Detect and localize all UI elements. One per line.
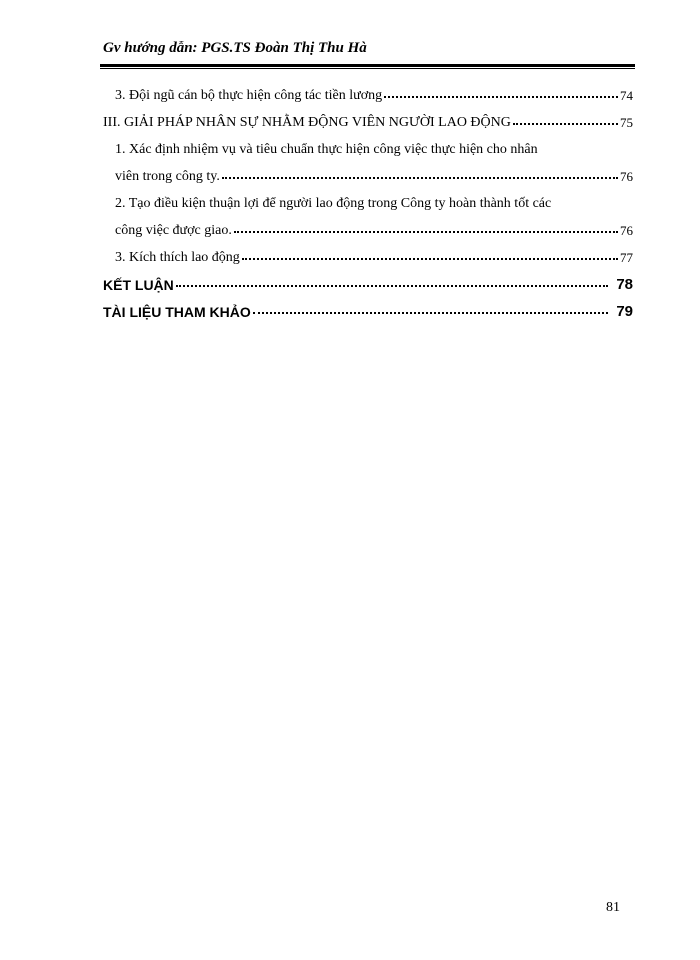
toc-entry-labor-stimulation[interactable]: [103, 239, 633, 266]
toc-entry-label: TÀI LIỆU THAM KHẢO: [103, 304, 251, 320]
toc-entry-page: 75: [620, 115, 633, 130]
toc-leader-dots: [234, 229, 618, 233]
header-rule-thick: [100, 64, 635, 67]
toc-entry-page: 79: [616, 303, 633, 320]
toc-leader-dots: [513, 121, 618, 125]
toc-entry-label: 3. Đội ngũ cán bộ thực hiện công tác tiền lương: [115, 88, 383, 103]
toc-leader-dots: [176, 283, 609, 287]
toc-leader-dots: [242, 256, 618, 260]
page-number: 81: [606, 900, 620, 915]
toc-entry-page: 76: [620, 223, 633, 238]
toc-entry-label: 1. Xác định nhiệm vụ và tiêu chuẩn thực hiện công việc thực hiện cho nhân: [115, 142, 538, 157]
document-header: Gv hướng dẫn: PGS.TS Đoàn Thị Thu Hà: [103, 40, 367, 56]
toc-entry-task-definition-line1[interactable]: [103, 131, 633, 158]
toc-leader-dots: [384, 94, 618, 98]
toc-entry-labor-staff[interactable]: [103, 77, 633, 104]
toc-entry-label: 2. Tạo điều kiện thuận lợi để người lao động trong Công ty hoàn thành tốt các: [115, 196, 552, 211]
toc-entry-label: công việc được giao.: [115, 223, 232, 238]
header-rule-thin: [100, 68, 635, 69]
table-of-contents: [103, 77, 633, 320]
toc-entry-page: 74: [620, 88, 633, 103]
toc-entry-page: 78: [616, 276, 633, 293]
toc-entry-label: 3. Kích thích lao động: [115, 250, 240, 265]
toc-entry-favorable-conditions-line1[interactable]: [103, 185, 633, 212]
toc-entry-section-iii[interactable]: [103, 104, 633, 131]
toc-entry-task-definition-line2[interactable]: [103, 158, 633, 185]
toc-entry-page: 77: [620, 250, 633, 265]
toc-entry-favorable-conditions-line2[interactable]: [103, 212, 633, 239]
toc-leader-dots: [253, 310, 609, 314]
toc-leader-dots: [222, 175, 618, 179]
toc-entry-page: 76: [620, 169, 633, 184]
toc-entry-label: III. GIẢI PHÁP NHÂN SỰ NHẰM ĐỘNG VIÊN NGƯỜI LAO ĐỘNG: [103, 115, 511, 130]
toc-entry-references[interactable]: [103, 293, 633, 320]
toc-entry-label: KẾT LUẬN: [103, 277, 174, 293]
toc-entry-label: viên trong công ty.: [115, 169, 220, 184]
toc-entry-conclusion[interactable]: [103, 266, 633, 293]
